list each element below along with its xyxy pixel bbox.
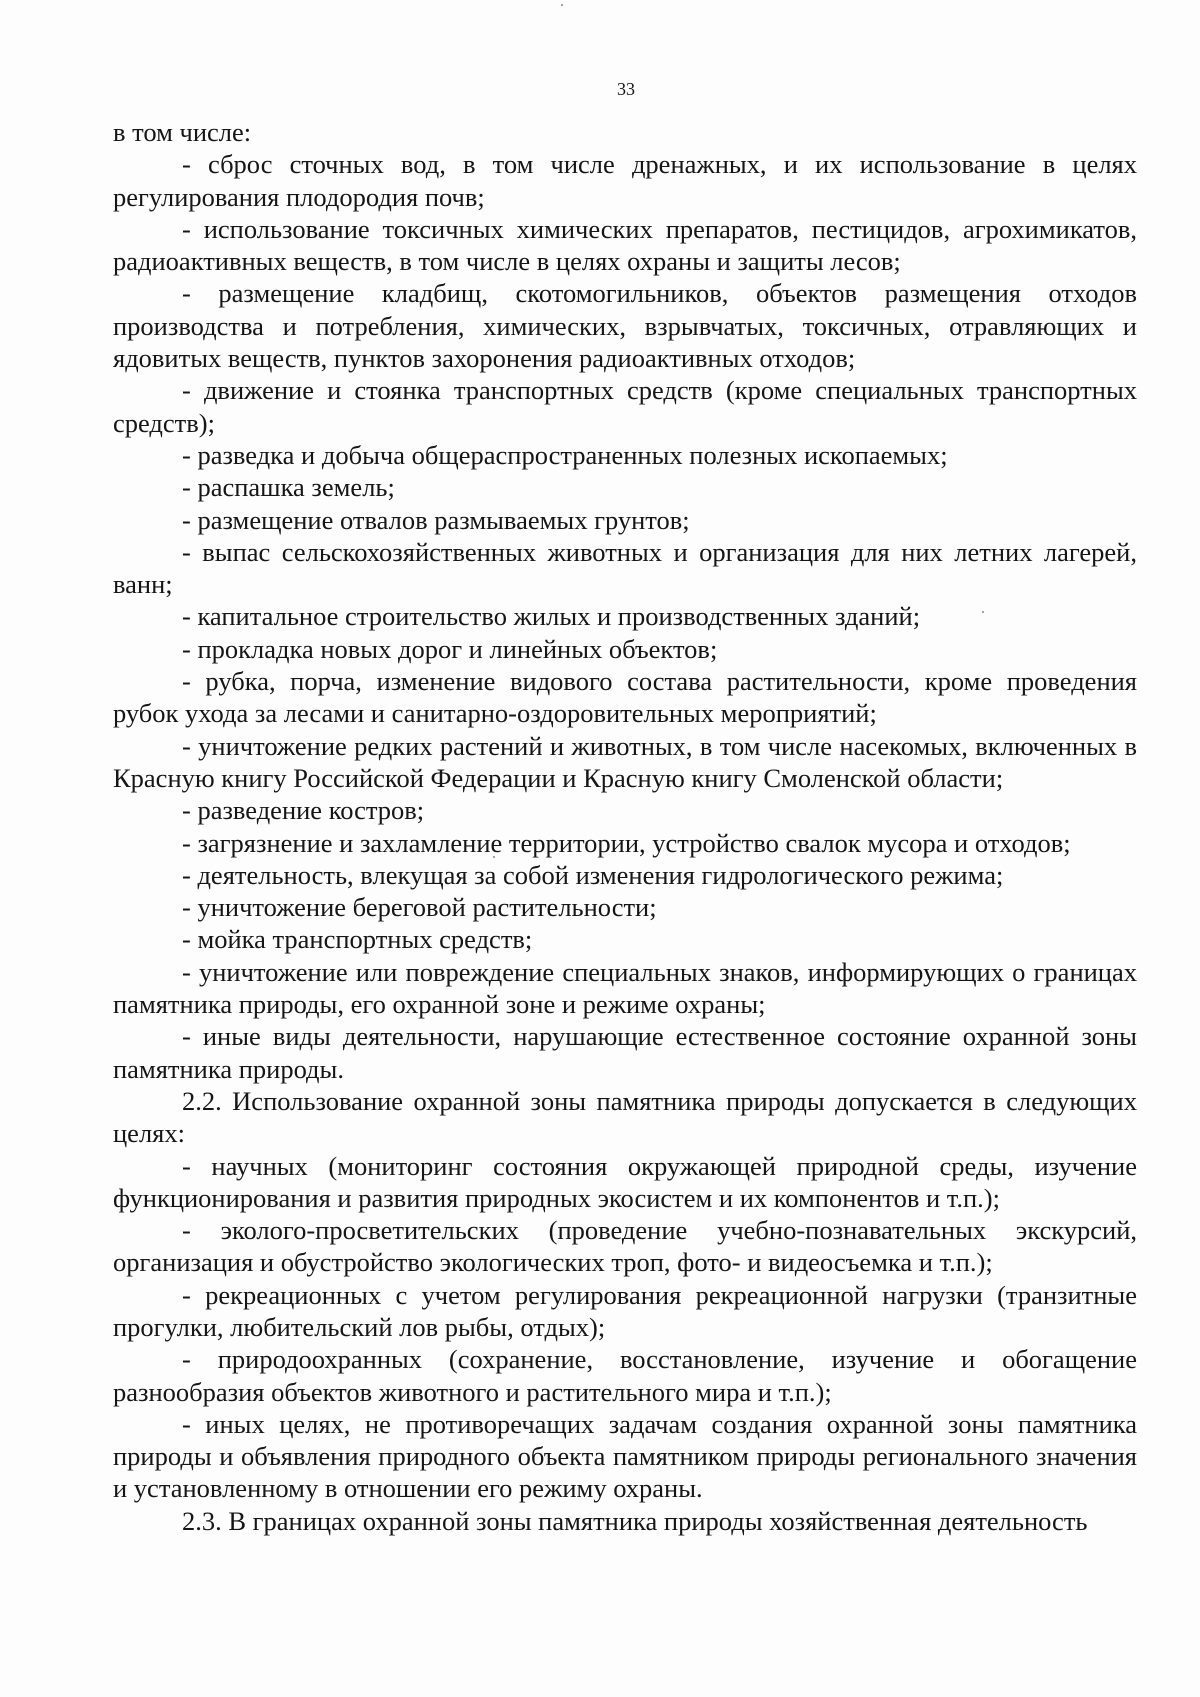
list-item: - размещение кладбищ, скотомогильников, объектов размещения отходов производства и потребления, химических, взрывчатых, токсичных, отравляющих и ядовитых веществ, пунктов захоронения радиоактивных отходов; xyxy=(113,278,1137,374)
list-item: - научных (мониторинг состояния окружающей природной среды, изучение функционирования и развития природных экосистем и их компонентов и т.п.); xyxy=(113,1150,1137,1213)
list-item: - разведка и добыча общераспространенных полезных ископаемых; xyxy=(182,439,948,470)
section-paragraph: 2.3. В границах охранной зоны памятника природы хозяйственная деятельность xyxy=(182,1505,1088,1536)
list-item: - размещение отвалов размываемых грунтов; xyxy=(182,504,690,535)
list-item: - использование токсичных химических препаратов, пестицидов, агрохимикатов, радиоактивных веществ, в том числе в целях охраны и защиты лесов; xyxy=(113,213,1137,277)
list-item: - выпас сельскохозяйственных животных и организация для них летних лагерей, ванн; xyxy=(113,536,1137,600)
list-item: - деятельность, влекущая за собой изменения гидрологического режима; xyxy=(182,859,1004,890)
list-item: - уничтожение береговой растительности; xyxy=(182,892,657,923)
list-item: - уничтожение или повреждение специальных знаков, информирующих о границах памятника природы, его охранной зоне и режиме охраны; xyxy=(113,956,1137,1020)
list-item: - иных целях, не противоречащих задачам создания охранной зоны памятника природы и объявления природного объекта памятником природы регионального значения и установленному в отношении его режиму охраны. xyxy=(113,1408,1137,1504)
paragraph: в том числе: xyxy=(113,117,252,147)
list-item: - эколого-просветительских (проведение учебно-познавательных экскурсий, организация и обустройство экологических троп, фото- и видеосъемка и т.п.); xyxy=(113,1215,1137,1278)
section-paragraph: 2.2. Использование охранной зоны памятника природы допускается в следующих целях: xyxy=(113,1085,1137,1149)
list-item: - движение и стоянка транспортных средств (кроме специальных транспортных средств); xyxy=(113,375,1137,438)
list-item: - природоохранных (сохранение, восстановление, изучение и обогащение разнообразия объектов животного и растительного мира и т.п.); xyxy=(113,1344,1137,1407)
page-number: 33 xyxy=(617,79,635,99)
list-item: - иные виды деятельности, нарушающие естественное состояние охранной зоны памятника природы. xyxy=(113,1021,1137,1084)
list-item: - загрязнение и захламление территории, устройство свалок мусора и отходов; xyxy=(182,827,1071,858)
list-item: - капитальное строительство жилых и производственных зданий; xyxy=(182,601,921,632)
list-item: - рубка, порча, изменение видового состава растительности, кроме проведения рубок ухода за лесами и санитарно-оздоровительных мероприятий; xyxy=(113,666,1137,729)
list-item: - разведение костров; xyxy=(182,795,425,826)
list-item: - распашка земель; xyxy=(182,472,395,503)
list-item: - прокладка новых дорог и линейных объектов; xyxy=(182,633,718,664)
list-item: - рекреационных с учетом регулирования рекреационной нагрузки (транзитные прогулки, любительский лов рыбы, отдых); xyxy=(113,1279,1137,1342)
list-item: - сброс сточных вод, в том числе дренажных, и их использование в целях регулирования плодородия почв; xyxy=(113,149,1137,212)
document-text xyxy=(113,116,1137,1537)
list-item: - уничтожение редких растений и животных, в том числе насекомых, включенных в Красную книгу Российской Федерации и Красную книгу Смоленской области; xyxy=(113,730,1137,793)
list-item: - мойка транспортных средств; xyxy=(182,924,533,955)
scan-speck xyxy=(561,4,563,6)
